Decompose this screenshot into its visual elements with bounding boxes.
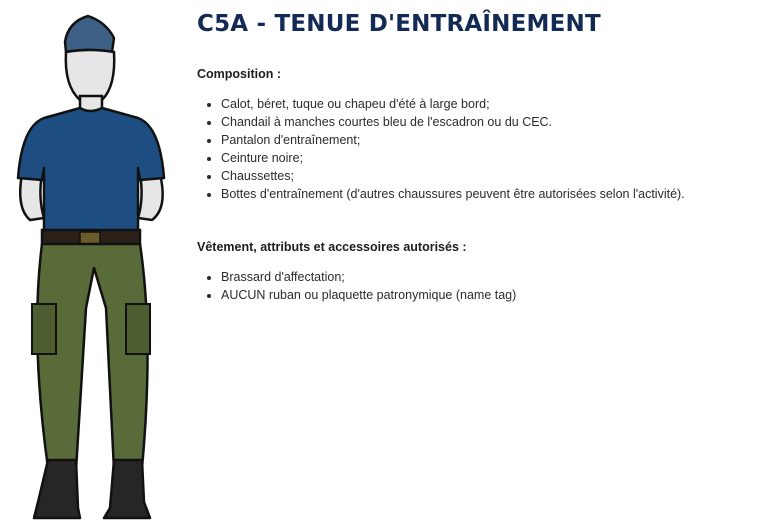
boot-left-icon: [34, 460, 80, 518]
accessories-heading: Vêtement, attributs et accessoires autorisés :: [197, 240, 467, 254]
list-item: • Brassard d'affectation;: [221, 268, 768, 286]
content-area: [197, 0, 757, 302]
accessories-list: [197, 268, 768, 304]
list-item: • Bottes d'entraînement (d'autres chaussures peuvent être autorisées selon l'activité).: [221, 185, 768, 203]
page-title: C5A - TENUE D'ENTRAÎNEMENT: [197, 11, 601, 37]
composition-heading: Composition :: [197, 67, 282, 81]
list-item: • Pantalon d'entraînement;: [221, 131, 768, 149]
list-item: • Chaussettes;: [221, 167, 768, 185]
composition-list: [197, 95, 768, 203]
cadet-uniform-figure-icon: [10, 8, 180, 526]
head-icon: [66, 50, 114, 100]
list-item: • Chandail à manches courtes bleu de l'escadron ou du CEC.: [221, 113, 768, 131]
pants-icon: [37, 244, 147, 470]
boot-right-icon: [104, 460, 150, 518]
cap-icon: [65, 16, 114, 52]
list-item: • Ceinture noire;: [221, 149, 768, 167]
list-item: • AUCUN ruban ou plaquette patronymique (name tag): [221, 286, 768, 304]
list-item: • Calot, béret, tuque ou chapeu d'été à large bord;: [221, 95, 768, 113]
